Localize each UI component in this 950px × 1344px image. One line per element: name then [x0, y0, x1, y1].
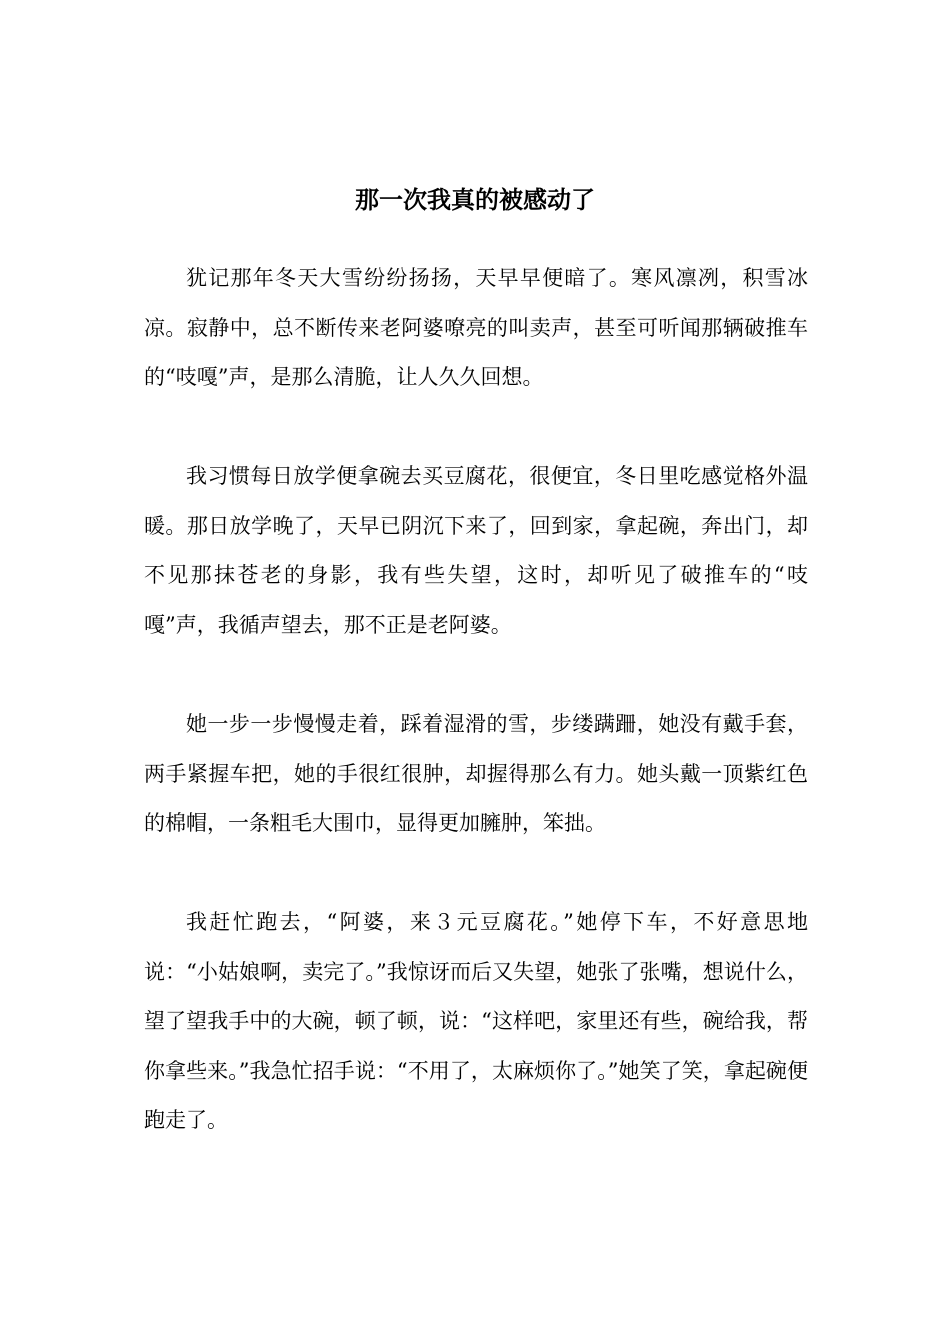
paragraph-2: 我习惯每日放学便拿碗去买豆腐花，很便宜，冬日里吃感觉格外温暖。那日放学晚了，天早已阴沉下来了，回到家，拿起碗，奔出门，却不见那抹苍老的身影，我有些失望，这时，却听见了破推车的“吱嘎”声，我循声望去，那不正是老阿婆。 — [144, 464, 808, 637]
paragraph-4: 我赶忙跑去，“阿婆，来３元豆腐花。”她停下车，不好意思地说：“小姑娘啊，卖完了。”我惊讶而后又失望，她张了张嘴，想说什么，望了望我手中的大碗，顿了顿，说：“这样吧，家里还有些，碗给我，帮你拿些来。”我急忙招手说：“不用了，太麻烦你了。”她笑了笑，拿起碗便跑走了。 — [144, 910, 808, 1132]
paragraph-3: 她一步一步慢慢走着，踩着湿滑的雪，步缕蹒跚，她没有戴手套，两手紧握车把，她的手很红很肿，却握得那么有力。她头戴一顶紫红色的棉帽，一条粗毛大围巾，显得更加臃肿，笨拙。 — [144, 712, 808, 835]
paragraph-1: 犹记那年冬天大雪纷纷扬扬，天早早便暗了。寒风凛冽，积雪冰凉。寂静中，总不断传来老阿婆嘹亮的叫卖声，甚至可听闻那辆破推车的“吱嘎”声，是那么清脆，让人久久回想。 — [144, 266, 808, 389]
document-title: 那一次我真的被感动了 — [355, 185, 595, 214]
